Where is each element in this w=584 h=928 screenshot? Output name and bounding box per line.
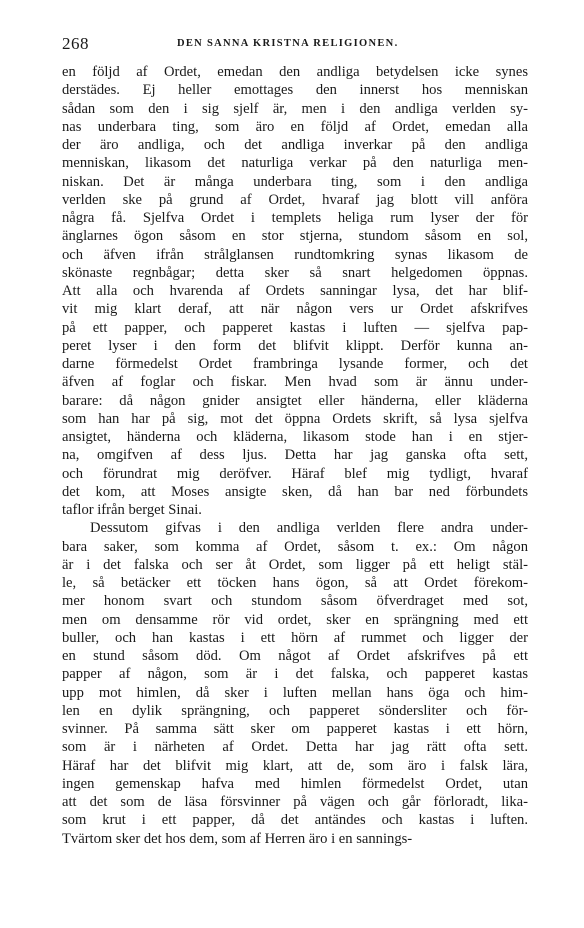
text-line: upp mot himlen, då sker i luften mellan hans öga och him- bbox=[62, 684, 528, 701]
paragraph-1 bbox=[62, 63, 528, 519]
text-line: darne förmedelst Ordet frambringa lysande former, och det bbox=[62, 356, 528, 372]
paragraph-2 bbox=[62, 519, 528, 848]
text-line: na, omgifven af dess ljus. Detta har jag ganska ofta sett, bbox=[62, 447, 528, 464]
text-line: som är i närheten af Ordet. Detta har jag rätt ofta sett. bbox=[62, 739, 528, 756]
text-line: buller, och han kastas i ett hörn af rummet och ligger der bbox=[62, 629, 528, 646]
text-line: ansigtet, händerna och kläderna, likasom stode han i en stjer- bbox=[62, 429, 528, 445]
text-line: Dessutom gifvas i den andliga verlden flere andra under- bbox=[90, 520, 528, 537]
text-line: sådan som den i sig sjelf är, men i den andliga verlden sy- bbox=[62, 100, 528, 117]
text-line: en följd af Ordet, emedan den andliga betydelsen icke synes bbox=[62, 64, 528, 80]
text-line: vit mig klart deraf, att när någon vers ur Ordet afskrifves bbox=[62, 301, 528, 318]
text-line: Tvärtom sker det hos dem, som af Herren äro i en sannings- bbox=[62, 830, 413, 847]
text-line: verlden ske på grund af Ordet, hvaraf jag blott vill anföra bbox=[62, 191, 528, 208]
text-line: några få. Sjelfva Ordet i templets heliga rum lyser der för bbox=[62, 210, 528, 226]
text-line: och förundrat mig deröfver. Häraf blef mig tydligt, hvaraf bbox=[62, 465, 528, 482]
text-line: på ett papper, och papperet kastas i luften — sjelfva pap- bbox=[62, 319, 528, 336]
text-line: barare: då någon gnider ansigtet eller händerna, eller kläderna bbox=[62, 392, 528, 409]
running-title: DEN SANNA KRISTNA RELIGIONEN. bbox=[177, 38, 399, 49]
text-line: svinner. På samma sätt sker om papperet kastas i ett hörn, bbox=[62, 721, 528, 737]
text-line: men om densamme rör vid ordet, sker en sprängning med ett bbox=[62, 611, 528, 628]
text-line: Att alla och hvarenda af Ordets sanningar lysa, det har blif- bbox=[62, 283, 528, 299]
text-line: bara saker, som komma af Ordet, såsom t. ex.: Om någon bbox=[62, 538, 528, 555]
text-line: nas underbara ting, som äro en följd af Ordet, emedan alla bbox=[62, 118, 528, 135]
page-number: 268 bbox=[62, 34, 89, 53]
page-header bbox=[62, 34, 532, 56]
text-line: äfven af foglar och fiskar. Men hvad som är ännu under- bbox=[62, 374, 528, 391]
body-text bbox=[62, 63, 528, 848]
text-line: len en dylik sprängning, och papperet söndersliter och för- bbox=[62, 702, 528, 719]
text-line: en stund såsom död. Om något af Ordet afskrifves på ett bbox=[62, 648, 528, 664]
text-line: är i det falska och ser åt Ordet, som ligger på ett heligt stäl- bbox=[62, 556, 528, 573]
text-line: le, så betäcker ett töcken hans ögon, så att Ordet förekom- bbox=[62, 575, 528, 591]
text-line: som krut i ett papper, då det antändes och kastas i luften. bbox=[62, 812, 528, 829]
text-line: mer honom svart och stundom såsom öfverdraget med sot, bbox=[62, 593, 528, 610]
text-line: Häraf har det blifvit mig klart, att de, som äro i falsk lära, bbox=[62, 757, 528, 774]
text-line: derstädes. Ej heller emottages den innerst hos menniskan bbox=[62, 82, 528, 99]
text-line: skönaste regnbågar; detta sker så snart helgedomen öppnas. bbox=[62, 264, 528, 281]
text-line: att det som de läsa försvinner på vägen och går förloradt, lika- bbox=[62, 794, 528, 810]
text-line: papper af någon, som är i det falska, och papperet kastas bbox=[62, 666, 528, 683]
text-line: ingen gemenskap hafva med himlen förmedelst Ordet, utan bbox=[62, 775, 528, 792]
text-line: peret lyser i den form det blifvit klippt. Derför kunna an- bbox=[62, 337, 528, 354]
text-line: som han har på sig, mot det öppna Ordets skrift, så lysa sjelfva bbox=[62, 410, 528, 427]
text-line: det kom, att Moses ansigte sken, då han bar ned förbundets bbox=[62, 483, 528, 500]
text-line: niskan. Det är många underbara ting, som i den andliga bbox=[62, 173, 528, 190]
text-line: taflor ifrån berget Sinai. bbox=[62, 502, 202, 518]
text-line: och äfven ifrån strålglansen rundtomkring synas likasom de bbox=[62, 246, 528, 263]
text-line: änglarnes ögon såsom en stor stjerna, stundom såsom en sol, bbox=[62, 228, 528, 245]
text-line: der äro andliga, och det andliga inverkar på den andliga bbox=[62, 137, 528, 153]
text-line: menniskan, likasom det naturliga verkar på den naturliga men- bbox=[62, 155, 528, 172]
